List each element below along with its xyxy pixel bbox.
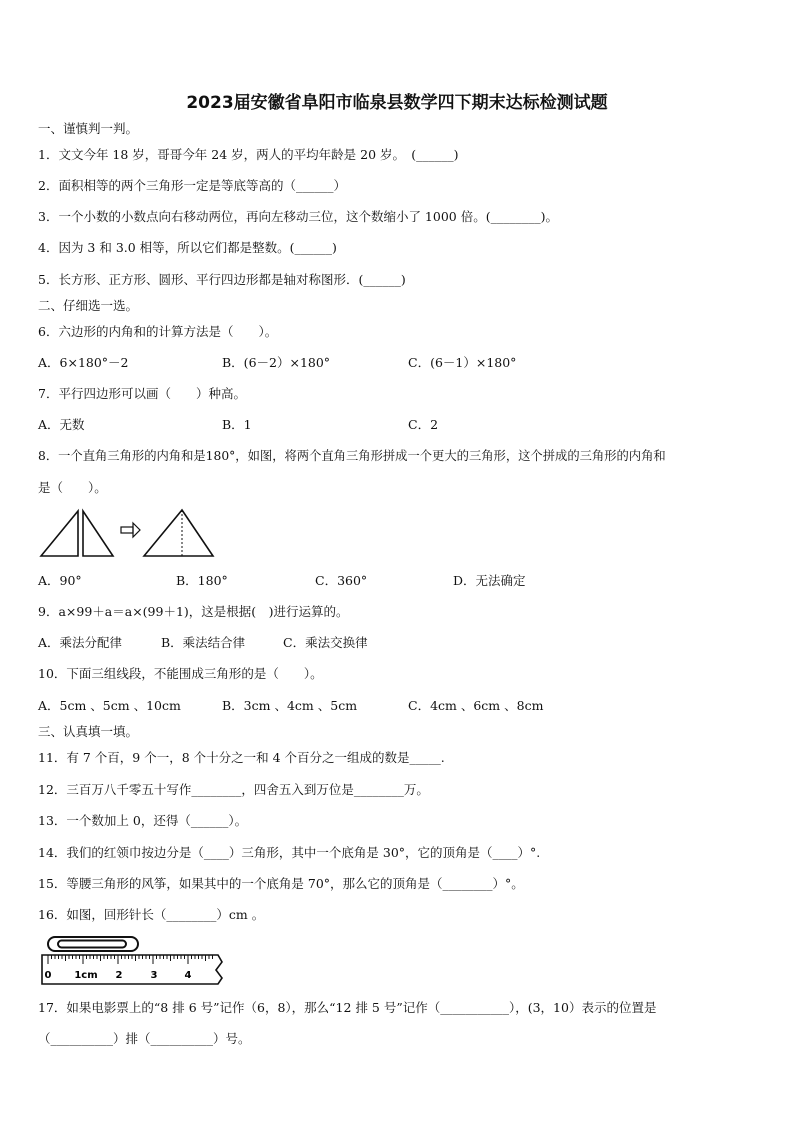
right-right-triangle — [83, 511, 113, 556]
ruler-ticks — [48, 955, 213, 964]
triangles-figure — [38, 506, 218, 560]
paper-clip-icon — [48, 937, 138, 951]
q7-option-b: B．1 — [222, 417, 252, 432]
q9-option-c: C．乘法交换律 — [283, 635, 368, 650]
question-10: 10．下面三组线段，不能围成三角形的是（ ）。 — [38, 666, 323, 681]
question-12: 12．三百万八千零五十写作________，四舍五入到万位是________万。 — [38, 782, 429, 797]
q6-option-a: A．6×180°－2 — [38, 355, 129, 370]
question-11: 11．有 7 个百，9 个一，8 个十分之一和 4 个百分之一组成的数是_____. — [38, 750, 445, 765]
q8-option-b: B．180° — [176, 573, 228, 588]
ruler-label-3: 3 — [150, 970, 158, 981]
q8-option-c: C．360° — [315, 573, 368, 588]
question-8-line-2: 是（ ）。 — [38, 480, 107, 495]
ruler-figure — [38, 934, 228, 986]
question-1: 1．文文今年 18 岁，哥哥今年 24 岁，两人的平均年龄是 20 岁。 (______) — [38, 147, 459, 162]
q8-option-a: A．90° — [38, 573, 82, 588]
ruler-label-2: 2 — [115, 970, 123, 981]
section-2-heading: 二、仔细选一选。 — [38, 298, 139, 313]
question-16: 16．如图，回形针长（________）cm 。 — [38, 907, 265, 922]
ruler-label-1cm: 1cm — [74, 970, 98, 981]
question-14: 14．我们的红领巾按边分是（____）三角形，其中一个底角是 30°，它的顶角是（____）°. — [38, 845, 541, 860]
question-4: 4．因为 3 和 3.0 相等，所以它们都是整数。(______) — [38, 240, 337, 255]
question-3: 3．一个小数的小数点向右移动两位，再向左移动三位，这个数缩小了 1000 倍。(________)。 — [38, 209, 558, 224]
q7-option-c: C．2 — [408, 417, 439, 432]
q6-option-b: B．(6－2）×180° — [222, 355, 331, 370]
q10-option-a: A．5cm 、5cm 、10cm — [38, 698, 181, 713]
question-15: 15．等腰三角形的风筝，如果其中的一个底角是 70°，那么它的顶角是（________）°。 — [38, 876, 524, 891]
question-8-line-1: 8．一个直角三角形的内角和是180°，如图，将两个直角三角形拼成一个更大的三角形，这个拼成的三角形的内角和 — [38, 449, 666, 463]
question-7: 7．平行四边形可以画（ ）种高。 — [38, 386, 246, 401]
q10-option-b: B．3cm 、4cm 、5cm — [222, 698, 358, 713]
q9-option-b: B．乘法结合律 — [161, 635, 246, 650]
ruler-body — [42, 955, 222, 984]
question-5: 5．长方形、正方形、圆形、平行四边形都是轴对称图形．(______) — [38, 272, 406, 287]
section-1-heading: 一、谨慎判一判。 — [38, 121, 139, 136]
left-right-triangle — [41, 511, 78, 556]
ruler-label-0: 0 — [44, 970, 52, 981]
q8-option-d: D．无法确定 — [453, 573, 526, 588]
ruler-label-4: 4 — [184, 970, 192, 981]
section-3-heading: 三、认真填一填。 — [38, 724, 139, 739]
question-9: 9．a×99＋a＝a×(99＋1)，这是根据( )进行运算的。 — [38, 604, 349, 619]
combined-triangle — [144, 510, 213, 556]
arrow-icon — [121, 523, 140, 537]
question-6: 6．六边形的内角和的计算方法是（ ）。 — [38, 324, 278, 339]
question-17-line-1: 17．如果电影票上的“8 排 6 号”记作（6，8），那么“12 排 5 号”记作（___________），(3，10）表示的位置是 — [38, 1000, 657, 1015]
question-2: 2．面积相等的两个三角形一定是等底等高的（______） — [38, 178, 346, 193]
question-17-line-2: （__________）排（__________）号。 — [38, 1031, 251, 1046]
q9-option-a: A．乘法分配律 — [38, 635, 123, 650]
question-13: 13．一个数加上 0，还得（______）。 — [38, 813, 248, 828]
q10-option-c: C．4cm 、6cm 、8cm — [408, 698, 544, 713]
q6-option-c: C．(6－1）×180° — [408, 355, 517, 370]
q7-option-a: A．无数 — [38, 417, 85, 432]
page-title: 2023届安徽省阜阳市临泉县数学四下期末达标检测试题 — [186, 93, 608, 113]
